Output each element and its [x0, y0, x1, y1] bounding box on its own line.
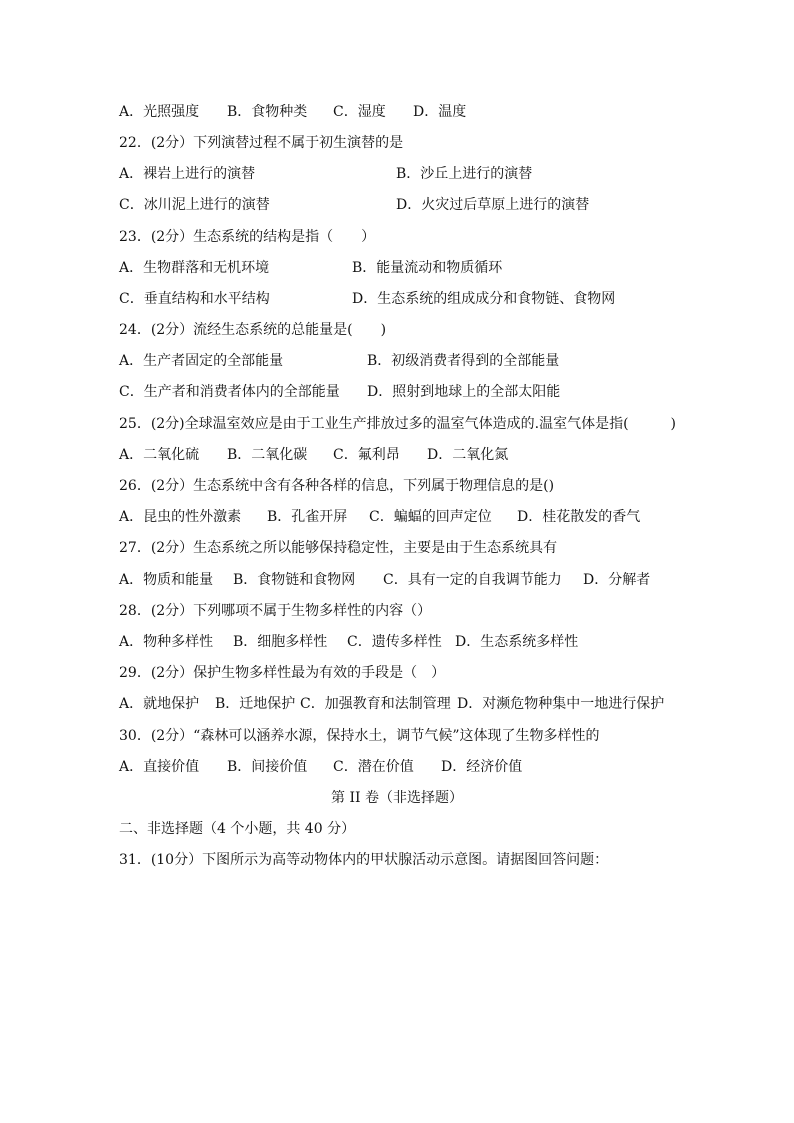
q24-option-a: A．生产者固定的全部能量: [119, 353, 284, 369]
q28-option-b: B．细胞多样性: [233, 634, 328, 650]
q28-option-a: A．物种多样性: [119, 634, 214, 650]
q29-option-b: B．迁地保护: [215, 696, 296, 712]
q24-stem: 24．(2分）流经生态系统的总能量是( ): [119, 322, 387, 338]
q21-option-a: A．光照强度: [119, 104, 200, 120]
q27-stem: 27．(2分）生态系统之所以能够保持稳定性，主要是由于生态系统具有: [119, 540, 558, 556]
q27-option-d: D．分解者: [583, 572, 651, 588]
q22-option-c: C．冰川泥上进行的演替: [119, 197, 270, 213]
q27-option-a: A．物质和能量: [119, 572, 214, 588]
q23-option-c: C．垂直结构和水平结构: [119, 291, 270, 307]
q26-option-c: C．蝙蝠的回声定位: [369, 509, 492, 525]
q21-option-b: B．食物种类: [227, 104, 308, 120]
q27-option-c: C．具有一定的自我调节能力: [383, 572, 562, 588]
q21-option-c: C．湿度: [333, 104, 386, 120]
q29-option-d: D．对濒危物种集中一地进行保护: [457, 696, 665, 712]
q26-option-b: B．孔雀开屏: [267, 509, 348, 525]
q30-option-d: D．经济价值: [441, 759, 523, 775]
q22-stem: 22．(2分）下列演替过程不属于初生演替的是: [119, 135, 404, 151]
q21-option-d: D．温度: [413, 104, 467, 120]
q28-option-d: D．生态系统多样性: [455, 634, 579, 650]
q30-stem: 30．(2分）“森林可以涵养水源，保持水土，调节气候”这体现了生物多样性的: [119, 728, 600, 744]
q26-stem: 26．(2分）生态系统中含有各种各样的信息，下列属于物理信息的是(): [119, 478, 555, 494]
q30-option-a: A．直接价值: [119, 759, 200, 775]
q30-option-b: B．间接价值: [227, 759, 308, 775]
q22-option-a: A．裸岩上进行的演替: [119, 166, 256, 182]
q29-option-a: A．就地保护: [119, 696, 200, 712]
q23-option-d: D．生态系统的组成成分和食物链、食物网: [352, 291, 616, 307]
q29-option-c: C．加强教育和法制管理: [300, 696, 451, 712]
q24-option-c: C．生产者和消费者体内的全部能量: [119, 384, 340, 400]
q23-option-a: A．生物群落和无机环境: [119, 260, 270, 276]
q29-stem: 29．(2分）保护生物多样性最为有效的手段是（ ）: [119, 665, 446, 681]
q24-option-d: D．照射到地球上的全部太阳能: [367, 384, 561, 400]
q25-option-b: B．二氧化碳: [227, 447, 308, 463]
q30-option-c: C．潜在价值: [333, 759, 414, 775]
q27-option-b: B．食物链和食物网: [233, 572, 356, 588]
q25-stem: 25．(2分)全球温室效应是由于工业生产排放过多的温室气体造成的.温室气体是指( ): [119, 416, 677, 432]
q24-option-b: B．初级消费者得到的全部能量: [367, 353, 560, 369]
q25-option-c: C．氟利昂: [333, 447, 400, 463]
q25-option-a: A．二氧化硫: [119, 447, 200, 463]
q22-option-d: D．火灾过后草原上进行的演替: [396, 197, 590, 213]
q28-stem: 28．(2分）下列哪项不属于生物多样性的内容（）: [119, 603, 432, 619]
q26-option-a: A．昆虫的性外激素: [119, 509, 242, 525]
q22-option-b: B．沙丘上进行的演替: [396, 166, 533, 182]
q23-stem: 23．(2分）生态系统的结构是指（ ）: [119, 229, 376, 245]
q23-option-b: B．能量流动和物质循环: [352, 260, 503, 276]
q28-option-c: C．遗传多样性: [347, 634, 442, 650]
q31-stem: 31．(10分）下图所示为高等动物体内的甲状腺活动示意图。请据图回答问题：: [119, 852, 609, 868]
volume-title: 第 II 卷（非选择题）: [331, 790, 463, 806]
q25-option-d: D．二氧化氮: [427, 447, 509, 463]
part-title: 二、非选择题（4 个小题，共 40 分）: [119, 821, 356, 837]
q26-option-d: D．桂花散发的香气: [517, 509, 641, 525]
